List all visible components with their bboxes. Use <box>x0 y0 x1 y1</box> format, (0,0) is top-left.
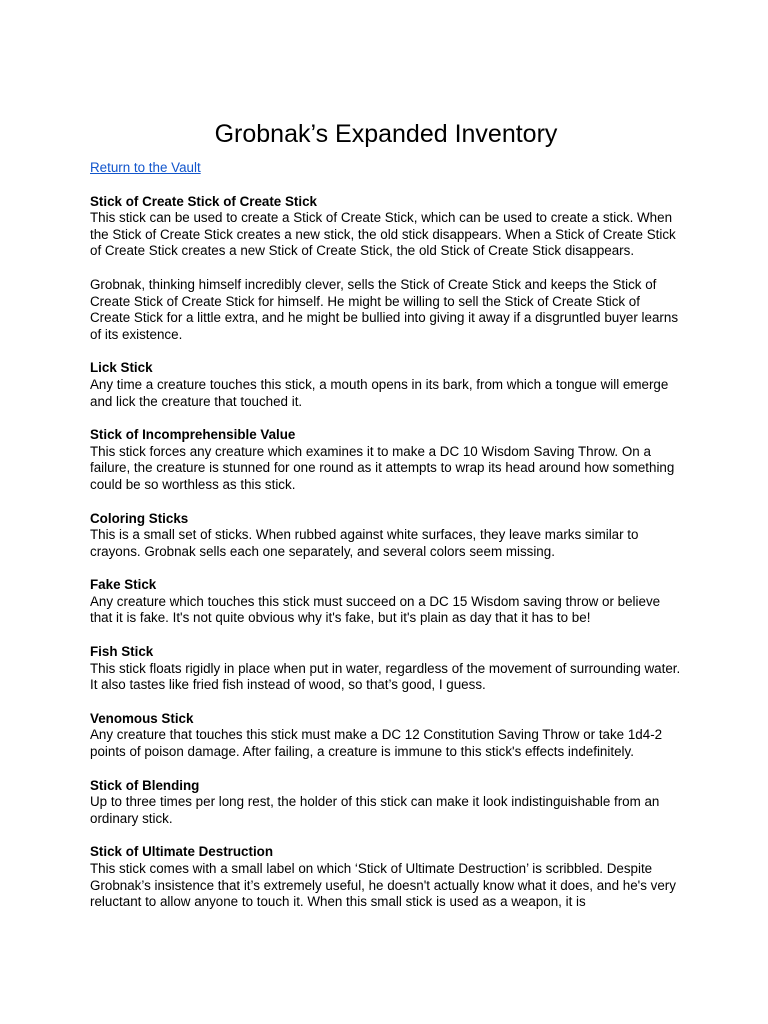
item-description: This stick comes with a small label on which ‘Stick of Ultimate Destruction’ is scribbled. Despite Grobnak’s insistence that it’s extremely useful, he doesn't actually know what it does, and he's very reluctant to allow anyone to touch it. When this small stick is used as a weapon, it is <box>90 861 676 910</box>
inventory-item <box>90 778 682 828</box>
item-description: This stick forces any creature which examines it to make a DC 10 Wisdom Saving Throw. On a failure, the creature is stunned for one round as it attempts to wrap its head around how something could be so worthless as this stick. <box>90 443 675 492</box>
inventory-item <box>90 511 682 561</box>
inventory-item <box>90 427 682 493</box>
inventory-item <box>90 844 682 910</box>
item-description: Grobnak, thinking himself incredibly clever, sells the Stick of Create Stick and keeps the Stick of Create Stick of Create Stick for himself. He might be willing to sell the Stick of Create Stick of Create Stick for a little extra, and he might be bullied into giving it away if a disgruntled buyer learns of its existence. <box>90 276 679 342</box>
item-description: Any creature that touches this stick must make a DC 12 Constitution Saving Throw or take 1d4-2 points of poison damage. After failing, a creature is immune to this stick's effects indefinitely. <box>90 727 663 760</box>
document-page <box>90 118 682 928</box>
inventory-item <box>90 577 682 627</box>
item-list <box>90 194 682 911</box>
item-heading: Fish Stick <box>90 644 154 660</box>
item-description: Any time a creature touches this stick, a mouth opens in its bark, from which a tongue will emerge and lick the creature that touched it. <box>90 376 669 409</box>
item-description: This stick floats rigidly in place when put in water, regardless of the movement of surrounding water. It also tastes like fried fish instead of wood, so that’s good, I guess. <box>90 660 681 693</box>
item-heading: Lick Stick <box>90 360 153 376</box>
return-to-vault-link[interactable]: Return to the Vault <box>90 160 201 175</box>
item-description: Any creature which touches this stick must succeed on a DC 15 Wisdom saving throw or believe that it is fake. It's not quite obvious why it's fake, but it's plain as day that it has to be! <box>90 593 661 626</box>
page-title: Grobnak’s Expanded Inventory <box>214 120 558 148</box>
item-heading: Venomous Stick <box>90 710 194 726</box>
item-heading: Fake Stick <box>90 577 157 593</box>
item-heading: Stick of Incomprehensible Value <box>90 427 296 443</box>
item-description: This stick can be used to create a Stick of Create Stick, which can be used to create a stick. When the Stick of Create Stick creates a new stick, the old stick disappears. When a Stick of Create Stick of Create Stick creates a new Stick of Create Stick, the old Stick of Create Stick disappears. <box>90 210 676 259</box>
item-heading: Stick of Ultimate Destruction <box>90 844 274 860</box>
item-heading: Stick of Create Stick of Create Stick <box>90 193 317 209</box>
item-description: Up to three times per long rest, the holder of this stick can make it look indistinguishable from an ordinary stick. <box>90 794 660 826</box>
item-heading: Stick of Blending <box>90 777 200 793</box>
inventory-item <box>90 360 682 410</box>
inventory-item <box>90 711 682 761</box>
inventory-item <box>90 644 682 694</box>
inventory-item <box>90 194 682 344</box>
item-description: This is a small set of sticks. When rubbed against white surfaces, they leave marks similar to crayons. Grobnak sells each one separately, and several colors seem missing. <box>90 527 639 559</box>
item-heading: Coloring Sticks <box>90 510 189 526</box>
